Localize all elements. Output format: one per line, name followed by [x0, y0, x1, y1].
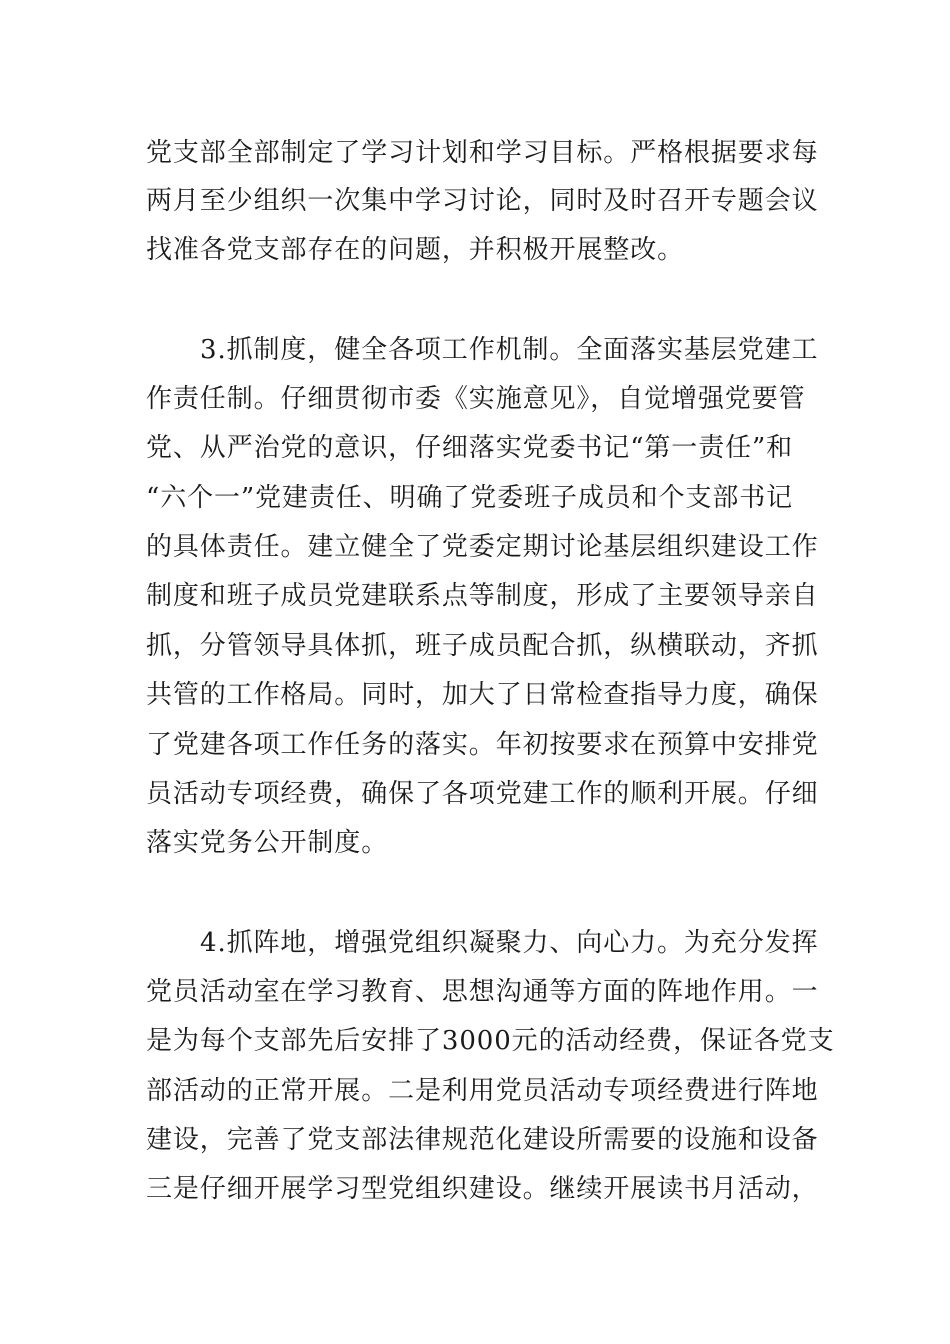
paragraph-2-line-9: 了党建各项工作任务的落实。年初按要求在预算中安排党 — [146, 730, 819, 760]
paragraph-2-line-1: 3.抓制度，健全各项工作机制。全面落实基层党建工 — [200, 335, 819, 365]
paragraph-2-line-8: 共管的工作格局。同时，加大了日常检查指导力度，确保 — [146, 680, 819, 710]
paragraph-2-line-3: 党、从严治党的意识，仔细落实党委书记“第一责任”和 — [146, 433, 794, 463]
paragraph-3-line-3: 是为每个支部先后安排了3000元的活动经费，保证各党支 — [146, 1026, 835, 1056]
paragraph-2-line-11: 落实党务公开制度。 — [146, 828, 389, 858]
paragraph-1-line-1: 党支部全部制定了学习计划和学习目标。严格根据要求每 — [146, 138, 819, 168]
paragraph-3-line-2: 党员活动室在学习教育、思想沟通等方面的阵地作用。一 — [146, 977, 819, 1007]
paragraph-2-line-6: 制度和班子成员党建联系点等制度，形成了主要领导亲自 — [146, 581, 819, 611]
paragraph-2-line-7: 抓，分管领导具体抓，班子成员配合抓，纵横联动，齐抓 — [146, 631, 819, 661]
paragraph-2-line-2: 作责任制。仔细贯彻市委《实施意见》，自觉增强党要管 — [146, 384, 806, 414]
paragraph-2-line-5: 的具体责任。建立健全了党委定期讨论基层组织建设工作 — [146, 532, 819, 562]
paragraph-3-line-1: 4.抓阵地，增强党组织凝聚力、向心力。为充分发挥 — [200, 928, 819, 958]
paragraph-1-line-2: 两月至少组织一次集中学习讨论，同时及时召开专题会议 — [146, 186, 819, 216]
paragraph-1-line-3: 找准各党支部存在的问题，并积极开展整改。 — [146, 235, 685, 265]
paragraph-3-line-5: 建设，完善了党支部法律规范化建设所需要的设施和设备 — [146, 1125, 819, 1155]
paragraph-2-line-4: “六个一”党建责任、明确了党委班子成员和个支部书记 — [146, 483, 794, 513]
paragraph-3-line-4: 部活动的正常开展。二是利用党员活动专项经费进行阵地 — [146, 1076, 819, 1106]
paragraph-3-line-6: 三是仔细开展学习型党组织建设。继续开展读书月活动， — [146, 1174, 819, 1204]
paragraph-2-line-10: 员活动专项经费，确保了各项党建工作的顺利开展。仔细 — [146, 779, 819, 809]
